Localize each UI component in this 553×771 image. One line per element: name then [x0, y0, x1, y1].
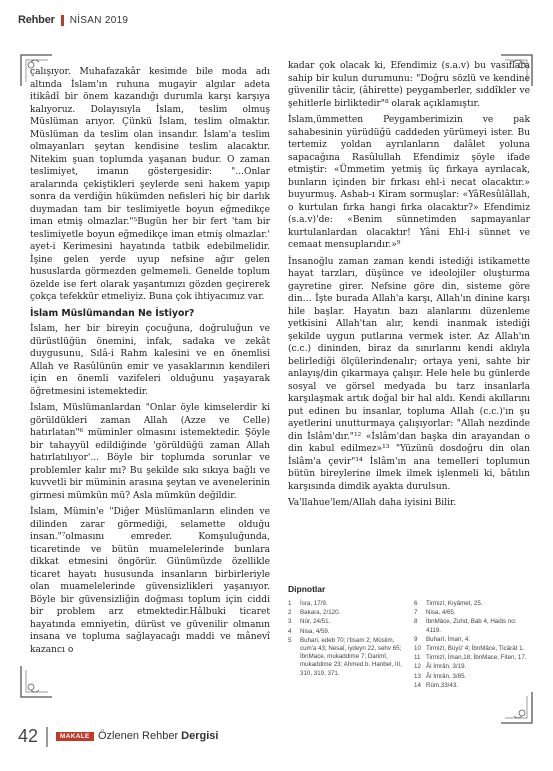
issue-date: NİSAN 2019 [69, 14, 129, 26]
footnote-item: 2 Bakara, 2/120. [288, 609, 341, 617]
footnote-item: 7 Nisa, 4/65. [414, 609, 456, 617]
paragraph: kadar çok olacak ki, Efendimiz (s.a.v) bu vasıflara sahip bir kulun durumunu: "Doğru sözlü ve kendine güvenilir tâcir, (âhirette) peygamberler, sıddîkler ve şehitlerle birliktedir"⁸ olarak açıklamıştır. [288, 61, 530, 109]
footnotes-column-right [414, 600, 530, 691]
page-header [18, 10, 128, 30]
footnote-item: 12 Âl İmrân, 3/19. [414, 663, 467, 671]
closing-line: Va'llahue'lem/Allah daha iyisini Bilir. [288, 498, 457, 508]
magazine-logo: Rehber [18, 14, 55, 26]
footnote-item: 1 İsra, 17/9. [288, 600, 328, 607]
footnote-item: 4 Nisa, 4/59. [288, 627, 330, 635]
article-column-left [30, 66, 270, 660]
footnote-item: 13 Âl İmrân, 3/85. [414, 672, 467, 680]
header-divider [61, 15, 64, 26]
paragraph: İslam,ümmetten Peygamberimizin ve pak sahabesinin yürüdüğü caddeden yürümeyi ister. Bu tertemiz yoldan ayrılanların dalâlet yoluna sapacağına Rasûlullah Efendimiz şöyle ifade etmiştir: «Ümmetim yetmiş üç fırkaya ayrılacak, bunların içinden bir fırkası ehl-i necat olacaktır.» buyurmuş. Ashab-ı Kiram sormuşlar: «YâResûlâllah, o kurtulan fırka hangi fırka olacaktır?» Efendimiz (s.a.v)'de: «Benim sünnetimden sapmayanlar kurtulanlardan olacaktır! Yâni Ehl-i sünnet ve cemaat mensuplarıdır.»⁹ [288, 115, 530, 250]
footnotes-title: Dipnotlar [288, 584, 326, 594]
page-footer [0, 720, 553, 760]
footnote-item: 11 Tirmizî, İman,18; İbnMace, Fiten, 17. [414, 654, 527, 662]
page-number: 42 [18, 726, 39, 746]
footnote-item: 14 Rûm,33/43. [414, 681, 458, 689]
footnotes [288, 584, 530, 691]
footnote-item: 3 Nûr, 24/51. [288, 618, 331, 626]
paragraph: İnsanoğlu zaman zaman kendi istediği istikamette hayat tarzları, düşünce ve ideolojiler oluşturma gayretine girer. Nefsine göre din, sisteme göre din… İşte burada Allah'a karşı, Allah'ın dinine karşı hile başlar. Hayatın bazı alanlarını düzenleme yetkisini Allah'tan alır, kendi inanmak istediği şekilde uygun putlarına vermek ister. Az Allah'ın (c.c.) dininden, biraz da sınırlarını kendi aklıyla belirlediği ölçülerindenalır; ortaya yeni, sahte bir anlayış/din çıkarmaya çalışır. Hele hele bu günlerde sosyal ve görsel medyada bu tarz insanlarla karşılaşmak artık doğal bir hal aldı. Kendi akıllarını put edinen bu insanlar, topluma Allah (c.c.)'ın şu ayetlerini unutturmaya çalışıyorlar: "Allah nezdinde din İslâm'dır."¹² «İslâm'dan başka din arayandan o din kabul edilmez»¹³ "Yüzünü dosdoğru din olan İslâm'a çevir"¹⁴ İslâm'ın ana temelleri toplumun bütün bireylerine ilmek ilmek işlenmeli ki, bâtılın karşısında dimdik ayakta durulsun. [288, 256, 530, 492]
ornament-bottom-left-icon [18, 664, 54, 700]
paragraph: İslam, Müslümanlardan "Onlar öyle kimselerdir ki görüldükleri zaman Allah (Azze ve Celle) hatırlatan"⁶ müminler olmasını istemektedir. Şöyle bir tahayyül edildiğinde 'görüldüğü zaman Allah hatırlatılıyor'... Böyle bir toplumda sorunlar ve problemler kalır mı? Bu şekilde sıkı sıkıya bağlı ve kuvvetli bir müminin arasına şeytan ve avenelerinin girmesi mümkün mü? Asla mümkün değildir. [30, 403, 270, 501]
section-heading: İslam Müslümandan Ne İstiyor? [30, 307, 195, 319]
footnote-item: 6 Tirmizî, Kıyâmet, 25. [414, 600, 483, 607]
paragraph: çalışıyor. Muhafazakâr kesimde bile moda adı altında İslam'ın ruhuna mugayir algılar adeta itikâdî bir önem kazandığı durumla karşı karşıya kalıyoruz. Dolayısıyla İslam, teslim olmuş Müslüman arıyor. Çünkü İslam, teslim olmaktır. Müslüman da teslim olan insandır. İslam'a teslim olmayanları şeytan kendisine teslim alacaktır. Nitekim şuan toplumda yaşanan budur. O zaman teslimiyet, imanın göstergesidir: "...Onlar aralarında çekiştikleri şeylerde seni hakem yapıp sonra da verdiğin hükümden nefisleri hiç bir darlık duymadan tam bir teslimiyetle boyun eğmedikçe iman etmiş olmazlar."⁵Bugün her bir fert 'tam bir teslimiyetle boyun eğmedikçe iman etmiş olmazlar.' ayet-i Kerimesini hayatında tatbik edebilmelidir. İşine gelen yerde uyup nefsine ağır gelen hususlarda görmezden gelmemeli. Genelde toplum özelde ise fert olarak yaşantımızı gözden geçirerek çokça tefekkür etmeliyiz. Buna çok ihtiyacımız var. [30, 67, 270, 302]
article-column-right [288, 60, 530, 514]
paragraph: İslam, her bir bireyin çocuğuna, doğruluğun ve dürüstlüğün önemini, infak, sadaka ve zekât duygusunu, Sılâ-i Rahm kalesini ve en önemlisi Allah ve Rasûlünün emir ve yasaklarının kendileri için en önemli vazifeleri olduğunu yaşayarak öğretmesini istemektedir. [30, 324, 270, 397]
magazine-name: Özlenen Rehber Dergisi [98, 730, 219, 742]
footnotes-column-left [288, 600, 404, 691]
footnote-item: 10 Tirmizî, Büyû' 4; İbnMâce, Ticârât 1. [414, 645, 525, 653]
footer-divider [46, 727, 48, 747]
footnote-item: 8 İbnMâce, Zuhd, Bab 4, Hadis no: 4119. [414, 618, 517, 634]
section-badge: MAKALE [56, 732, 94, 741]
footnote-item: 5 Buhari, edeb 70; i'tisam 2; Müslim, cum'a 43; Nesaî, iydeyn 22, sehv 65; İbnMace, mukaddime 7; Darimî, mukaddime 23; Ahmed b. Hanbel, III, 310, 319, 371. [288, 636, 402, 677]
paragraph: İslam, Mümin'e "Diğer Müslümanların elinden ve dilinden zarar görmediği, selamette olduğu insan."⁷olmasını emreder. Komşuluğunda, ticaretinde ve bütün muamelelerinde bunlara dikkat etmesini öngörür. Günümüzde özellikle ticaret hayatı hususunda insanların birbirleriyle olan muamelelerinde güvensizlikleri yaşanıyor. Böyle bir güvensizliğin doğması toplum için ciddi bir problem arz etmektedir.Hâlbuki ticaret hayatında emniyetin, dürüst ve güvenilir olmanın insana ve topluma sağlayacağı maddi ve mânevî kazancı o [30, 507, 270, 655]
footnote-item: 9 Buharî, İman, 4. [414, 635, 471, 643]
